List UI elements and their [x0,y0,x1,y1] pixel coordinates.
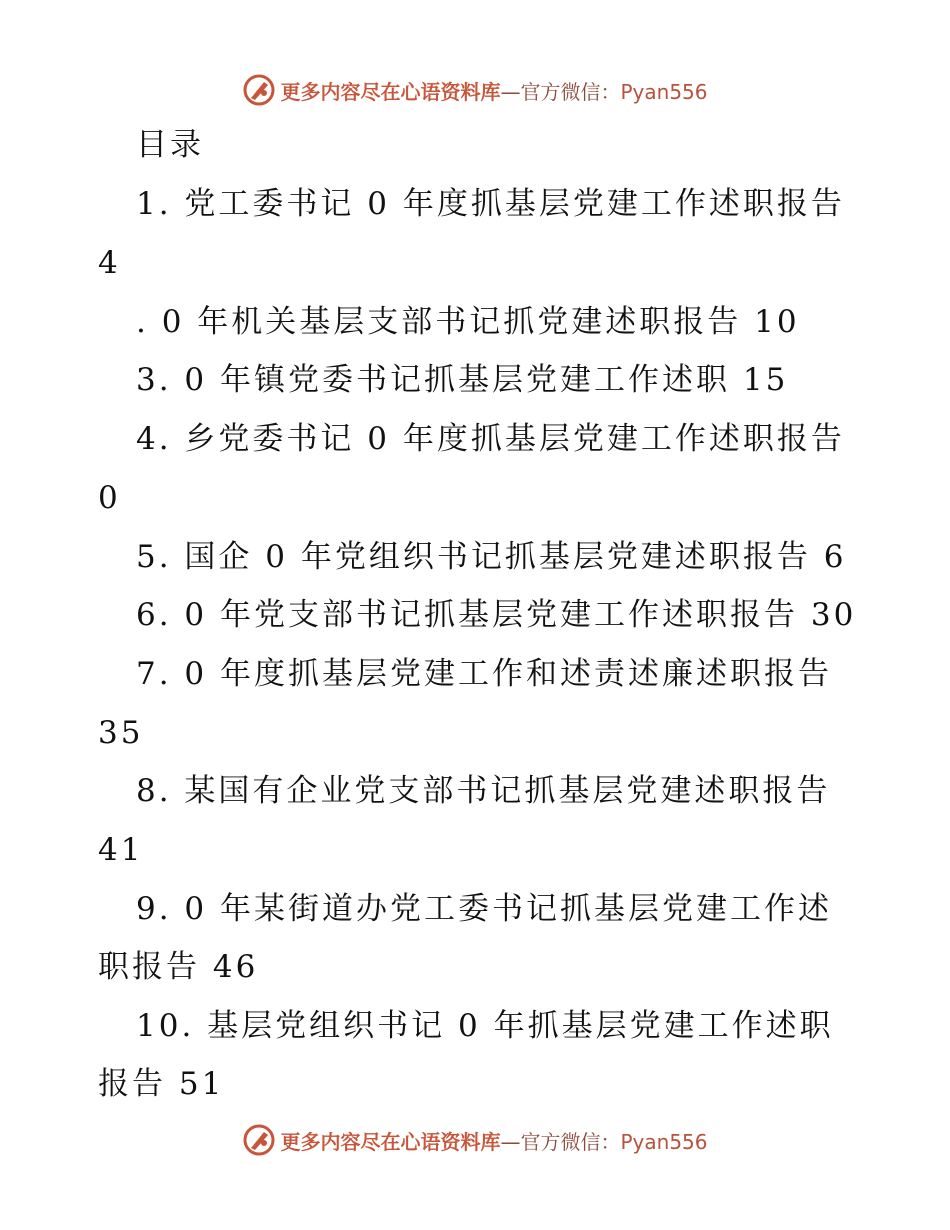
toc-line: 职报告 46 [98,949,259,985]
toc-line: 41 [98,832,144,868]
banner-wechat-label: —官方微信： [500,1129,621,1154]
toc-line: 0 [98,480,121,516]
toc-line: 报告 51 [98,1066,225,1102]
banner-library-name: 更多内容尽在心语资料库 [280,79,501,104]
pen-logo-icon [242,73,276,107]
header-watermark-banner [0,70,950,110]
toc-line: 4 [98,245,121,281]
banner-wechat-id: Pyan556 [620,1129,708,1154]
banner-text [280,76,707,105]
banner-wechat-id: Pyan556 [620,79,708,104]
toc-line: 35 [98,715,144,751]
banner-library-name: 更多内容尽在心语资料库 [280,1129,501,1154]
toc-line: 9. 0 年某街道办党工委书记抓基层党建工作述 [136,891,833,927]
banner-text [280,1126,707,1155]
toc-line: 8. 某国有企业党支部书记抓基层党建述职报告 [136,773,831,809]
pen-logo-icon [242,1123,276,1157]
toc-line: 7. 0 年度抓基层党建工作和述责述廉述职报告 [136,656,833,692]
footer-watermark-banner [0,1120,950,1160]
toc-line: 6. 0 年党支部书记抓基层党建工作述职报告 30 [136,597,857,633]
toc-line: . 0 年机关基层支部书记抓党建述职报告 10 [136,304,800,340]
banner-wechat-label: —官方微信： [500,79,621,104]
toc-line: 3. 0 年镇党委书记抓基层党建工作述职 15 [136,362,789,398]
toc-line: 10. 基层党组织书记 0 年抓基层党建工作述职 [136,1008,834,1044]
toc-line: 1. 党工委书记 0 年度抓基层党建工作述职报告 [136,186,845,222]
toc-line: 5. 国企 0 年党组织书记抓基层党建述职报告 6 [136,539,847,575]
toc-line: 4. 乡党委书记 0 年度抓基层党建工作述职报告 [136,421,845,457]
toc-title: 目录 [136,127,204,163]
